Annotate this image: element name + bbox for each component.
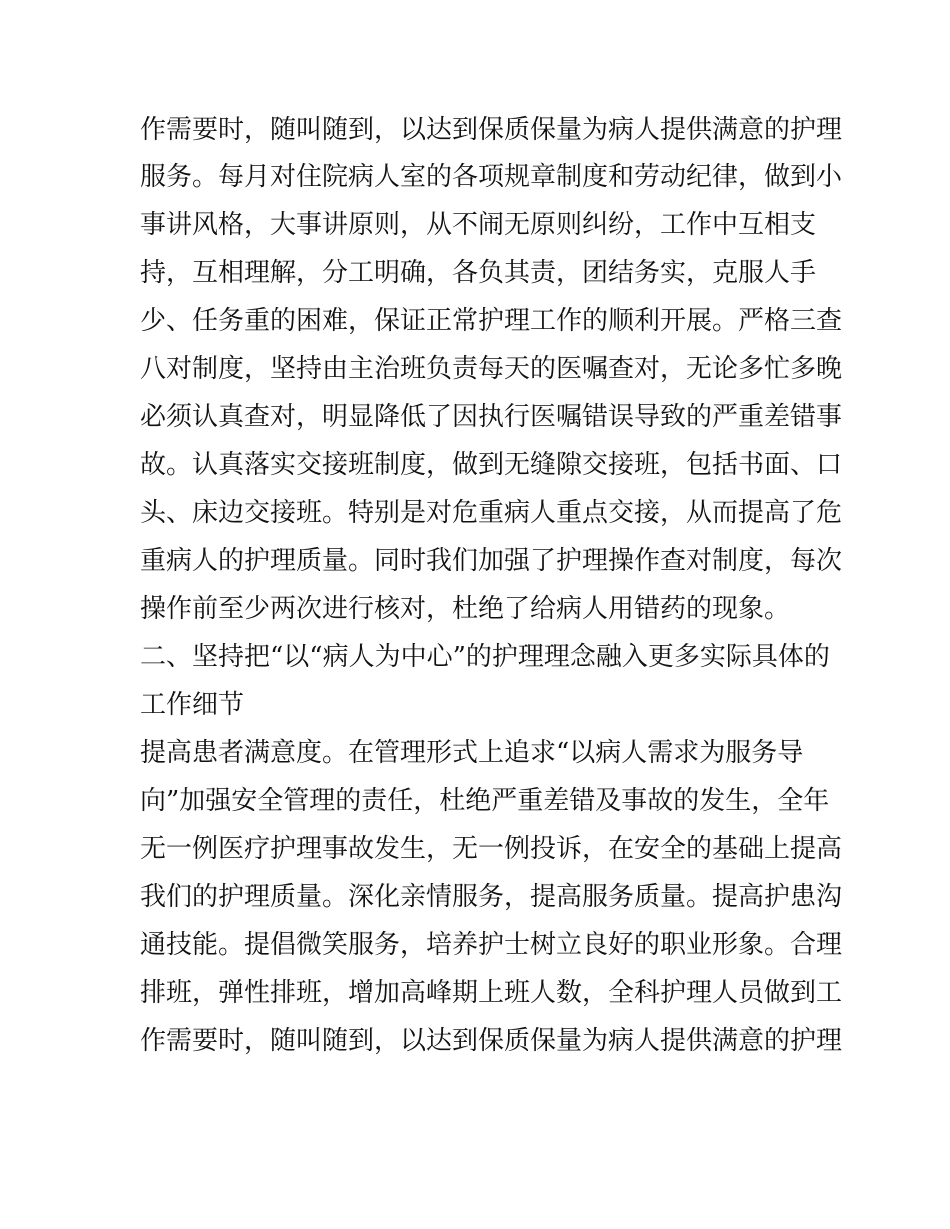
text-line-10: 重病人的护理质量。同时我们加强了护理操作查对制度，每次	[140, 546, 843, 576]
text-line-18: 通技能。提倡微笑服务，培养护士树立良好的职业形象。合理	[140, 930, 843, 960]
text-line-16: 无一例医疗护理事故发生，无一例投诉，在安全的基础上提高	[140, 834, 843, 864]
text-line-3: 事讲风格，大事讲原则，从不闹无原则纠纷，工作中互相支	[140, 210, 817, 240]
text-line-15: 向”加强安全管理的责任，杜绝严重差错及事故的发生，全年	[140, 786, 830, 816]
text-line-20: 作需要时，随叫随到，以达到保质保量为病人提供满意的护理	[140, 1026, 843, 1056]
text-line-14: 提高患者满意度。在管理形式上追求“以病人需求为服务导	[140, 738, 804, 768]
text-line-1: 作需要时，随叫随到，以达到保质保量为病人提供满意的护理	[140, 115, 843, 145]
text-line-19: 排班，弹性排班，增加高峰期上班人数，全科护理人员做到工	[140, 978, 843, 1008]
text-line-7: 必须认真查对，明显降低了因执行医嘱错误导致的严重差错事	[140, 402, 843, 432]
text-line-2: 服务。每月对住院病人室的各项规章制度和劳动纪律，做到小	[140, 162, 843, 192]
section-heading-line-1: 二、坚持把“以“病人为中心”的护理理念融入更多实际具体的	[140, 642, 830, 672]
text-line-17: 我们的护理质量。深化亲情服务，提高服务质量。提高护患沟	[140, 882, 843, 912]
text-line-4: 持，互相理解，分工明确，各负其责，团结务实，克服人手	[140, 258, 817, 288]
text-line-5: 少、任务重的困难，保证正常护理工作的顺利开展。严格三查	[140, 306, 843, 336]
text-line-8: 故。认真落实交接班制度，做到无缝隙交接班，包括书面、口	[140, 450, 843, 480]
text-line-6: 八对制度，坚持由主治班负责每天的医嘱查对，无论多忙多晚	[140, 354, 843, 384]
text-line-9: 头、床边交接班。特别是对危重病人重点交接，从而提高了危	[140, 498, 843, 528]
section-heading-line-2: 工作细节	[140, 690, 245, 720]
text-line-11: 操作前至少两次进行核对，杜绝了给病人用错药的现象。	[140, 594, 791, 624]
